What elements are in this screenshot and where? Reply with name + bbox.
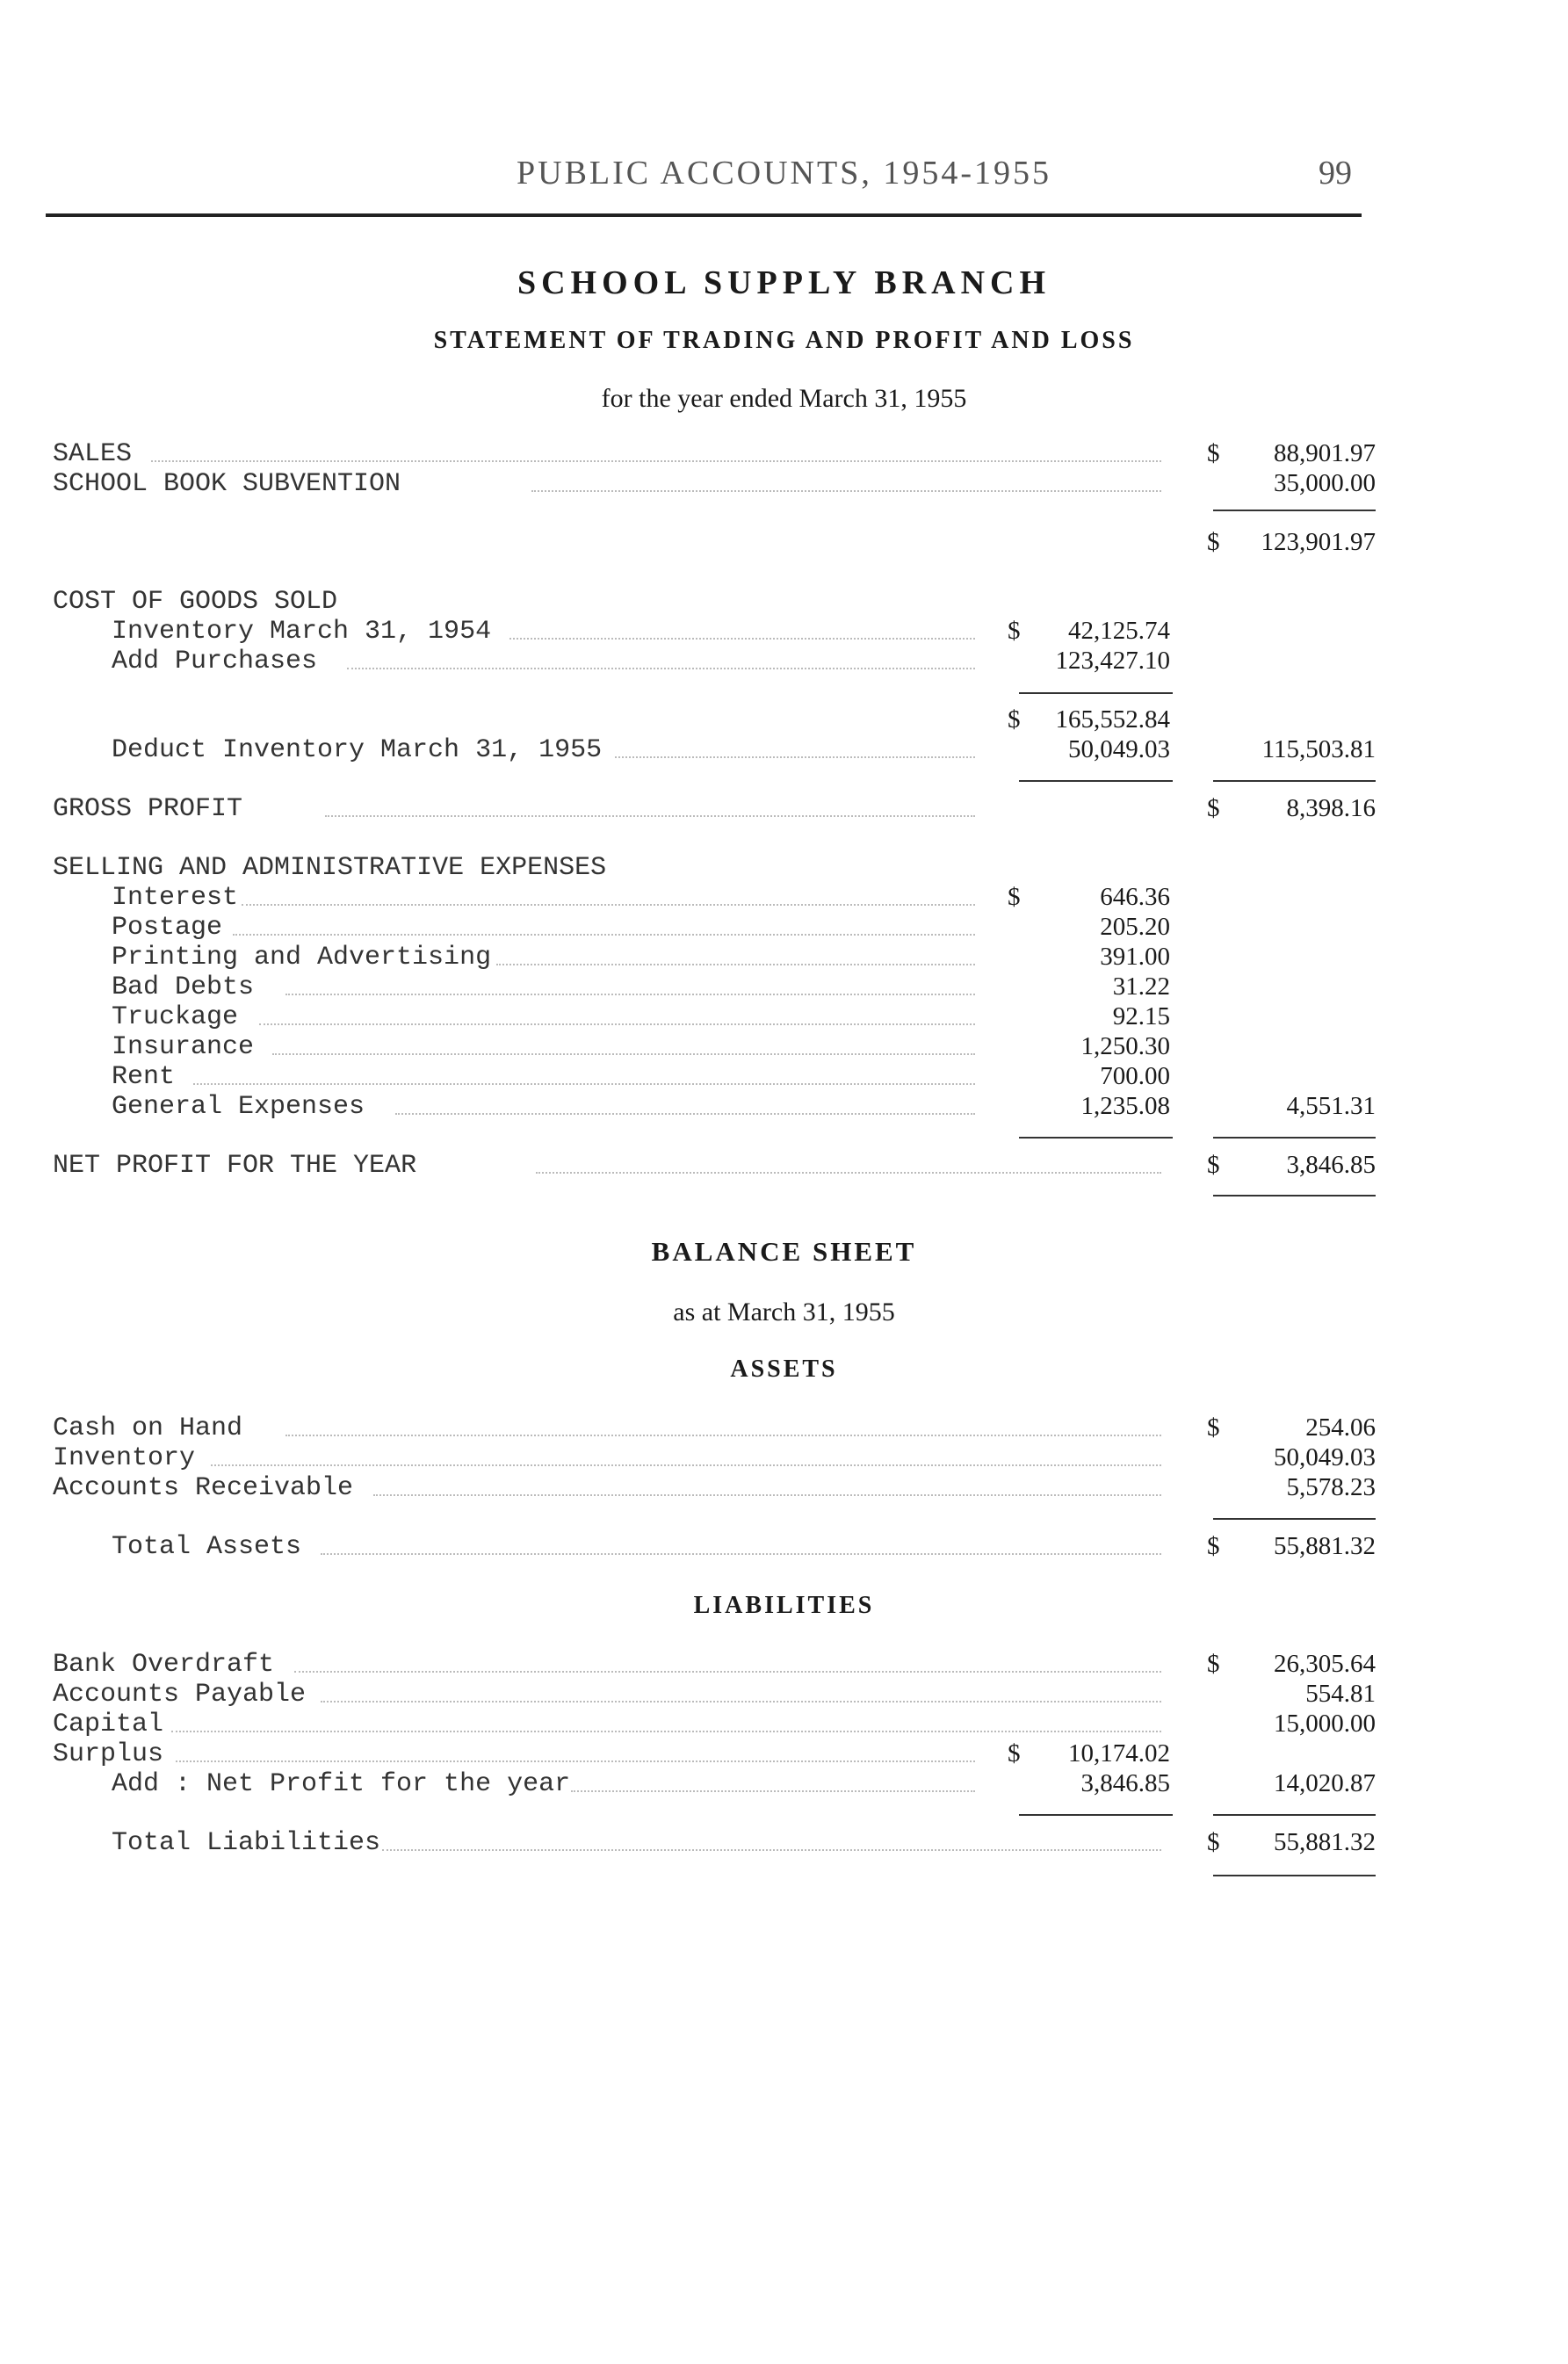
inventory-open-label: Inventory March 31, 1954 (112, 617, 492, 647)
leader-dots (193, 1083, 975, 1085)
currency-symbol: $ (1008, 1739, 1021, 1768)
currency-symbol: $ (1207, 1828, 1220, 1856)
running-title: PUBLIC ACCOUNTS, 1954-1955 (517, 155, 1051, 192)
expense-amount: 391.00 (1100, 943, 1170, 971)
asset-label: Cash on Hand (53, 1413, 243, 1443)
leader-dots (285, 994, 975, 995)
leader-dots (321, 1701, 1161, 1703)
expenses-total: 4,551.31 (1286, 1092, 1376, 1120)
liability-amount: 15,000.00 (1274, 1710, 1376, 1738)
leader-dots (259, 1023, 975, 1025)
net-profit-amount: 3,846.85 (1286, 1151, 1376, 1179)
leader-dots (176, 1760, 975, 1762)
leader-dots (496, 964, 975, 965)
total-rule (1213, 1137, 1376, 1139)
liabilities-heading: LIABILITIES (693, 1592, 875, 1619)
asset-amount: 254.06 (1305, 1413, 1376, 1442)
total-assets-amount: 55,881.32 (1274, 1532, 1376, 1560)
expense-amount: 700.00 (1100, 1062, 1170, 1090)
leader-dots (272, 1053, 975, 1055)
leader-dots (382, 1849, 1161, 1851)
expense-row (0, 913, 1568, 943)
subtotal-rule (1019, 780, 1173, 782)
balance-sheet-title: BALANCE SHEET (651, 1236, 917, 1267)
asset-row (0, 1473, 1568, 1503)
leader-dots (294, 1671, 1161, 1673)
leader-dots (233, 934, 975, 936)
assets-heading: ASSETS (730, 1356, 838, 1383)
leader-dots (395, 1113, 975, 1115)
expense-amount: 205.20 (1100, 913, 1170, 941)
balance-sheet-period: as at March 31, 1955 (673, 1298, 895, 1327)
subtotal-rule (1019, 692, 1173, 694)
total-rule (1213, 1875, 1376, 1876)
total-liabilities-label: Total Liabilities (112, 1828, 381, 1858)
revenue-total-row (0, 528, 1568, 558)
total-rule (1213, 510, 1376, 511)
statement-period: for the year ended March 31, 1955 (601, 384, 967, 413)
cogs-subtotal: 165,552.84 (1055, 705, 1170, 734)
total-liabilities-row (0, 1828, 1568, 1858)
inventory-open-row (0, 617, 1568, 647)
cogs-heading: COST OF GOODS SOLD (53, 587, 338, 617)
cogs-heading-row (0, 587, 1568, 617)
expense-row (0, 943, 1568, 972)
expense-row (0, 883, 1568, 913)
leader-dots (509, 638, 975, 640)
liability-label: Bank Overdraft (53, 1650, 275, 1680)
currency-symbol: $ (1207, 1532, 1220, 1560)
leader-dots (285, 1435, 1161, 1436)
add-profit-row (0, 1769, 1568, 1799)
currency-symbol: $ (1207, 1151, 1220, 1179)
revenue-total: 123,901.97 (1261, 528, 1376, 556)
purchases-row (0, 647, 1568, 676)
sales-amount: 88,901.97 (1274, 439, 1376, 467)
asset-amount: 5,578.23 (1286, 1473, 1376, 1501)
leader-dots (321, 1553, 1161, 1555)
currency-symbol: $ (1207, 1650, 1220, 1678)
expense-label: Rent (112, 1062, 176, 1092)
asset-amount: 50,049.03 (1274, 1443, 1376, 1471)
expense-label: Insurance (112, 1032, 255, 1062)
surplus-total: 14,020.87 (1274, 1769, 1376, 1797)
expense-row (0, 972, 1568, 1002)
expense-amount: 646.36 (1100, 883, 1170, 911)
expense-row (0, 1032, 1568, 1062)
purchases-amount: 123,427.10 (1055, 647, 1170, 675)
inventory-close-amount: 50,049.03 (1068, 735, 1170, 763)
currency-symbol: $ (1207, 794, 1220, 822)
surplus-label: Surplus (53, 1739, 164, 1769)
expense-label: Printing and Advertising (112, 943, 492, 972)
page-header (0, 154, 1568, 206)
liability-row (0, 1680, 1568, 1710)
currency-symbol: $ (1008, 617, 1021, 645)
expense-label: Truckage (112, 1002, 239, 1032)
leader-dots (571, 1790, 975, 1792)
inventory-close-label: Deduct Inventory March 31, 1955 (112, 735, 603, 765)
expense-label: Bad Debts (112, 972, 255, 1002)
leader-dots (151, 460, 1161, 462)
expense-row (0, 1092, 1568, 1122)
surplus-amount: 10,174.02 (1068, 1739, 1170, 1768)
expense-label: Interest (112, 883, 239, 913)
liability-label: Accounts Payable (53, 1680, 307, 1710)
asset-row (0, 1443, 1568, 1473)
leader-dots (171, 1731, 1161, 1732)
leader-dots (531, 490, 1161, 492)
net-profit-row (0, 1151, 1568, 1181)
header-rule (46, 213, 1362, 217)
liability-amount: 554.81 (1305, 1680, 1376, 1708)
sales-row (0, 439, 1568, 469)
add-profit-amount: 3,846.85 (1080, 1769, 1170, 1797)
total-rule (1213, 1518, 1376, 1520)
expense-label: Postage (112, 913, 223, 943)
leader-dots (211, 1464, 1161, 1466)
currency-symbol: $ (1207, 439, 1220, 467)
subvention-amount: 35,000.00 (1274, 469, 1376, 497)
expenses-heading: SELLING AND ADMINISTRATIVE EXPENSES (53, 853, 607, 883)
liability-row (0, 1710, 1568, 1739)
total-assets-label: Total Assets (112, 1532, 302, 1562)
cogs-subtotal-row (0, 705, 1568, 735)
expense-amount: 1,250.30 (1080, 1032, 1170, 1060)
inventory-open-amount: 42,125.74 (1068, 617, 1170, 645)
currency-symbol: $ (1207, 1413, 1220, 1442)
leader-dots (615, 756, 975, 758)
expenses-heading-row (0, 853, 1568, 883)
liability-row (0, 1650, 1568, 1680)
total-rule (1213, 1814, 1376, 1816)
subvention-label: SCHOOL BOOK SUBVENTION (53, 469, 401, 499)
gross-profit-amount: 8,398.16 (1286, 794, 1376, 822)
branch-title: SCHOOL SUPPLY BRANCH (517, 264, 1051, 301)
leader-dots (373, 1494, 1161, 1496)
total-assets-row (0, 1532, 1568, 1562)
expense-row (0, 1062, 1568, 1092)
cogs-total: 115,503.81 (1261, 735, 1376, 763)
subvention-row (0, 469, 1568, 499)
asset-label: Accounts Receivable (53, 1473, 354, 1503)
currency-symbol: $ (1207, 528, 1220, 556)
expense-amount: 1,235.08 (1080, 1092, 1170, 1120)
total-rule (1213, 780, 1376, 782)
total-liabilities-amount: 55,881.32 (1274, 1828, 1376, 1856)
leader-dots (242, 904, 975, 906)
subtotal-rule (1019, 1137, 1173, 1139)
liability-amount: 26,305.64 (1274, 1650, 1376, 1678)
sales-label: SALES (53, 439, 133, 469)
gross-profit-label: GROSS PROFIT (53, 794, 243, 824)
currency-symbol: $ (1008, 705, 1021, 734)
subtotal-rule (1019, 1814, 1173, 1816)
page-number: 99 (1319, 155, 1352, 192)
purchases-label: Add Purchases (112, 647, 318, 676)
net-profit-label: NET PROFIT FOR THE YEAR (53, 1151, 417, 1181)
statement-title: STATEMENT OF TRADING AND PROFIT AND LOSS (433, 327, 1135, 354)
gross-profit-row (0, 794, 1568, 824)
asset-label: Inventory (53, 1443, 196, 1473)
liability-label: Capital (53, 1710, 164, 1739)
add-profit-label: Add : Net Profit for the year (112, 1769, 571, 1799)
leader-dots (536, 1172, 1161, 1174)
surplus-row (0, 1739, 1568, 1769)
expense-amount: 31.22 (1112, 972, 1170, 1001)
leader-dots (347, 668, 975, 669)
asset-row (0, 1413, 1568, 1443)
inventory-close-row (0, 735, 1568, 765)
expense-amount: 92.15 (1112, 1002, 1170, 1030)
leader-dots (325, 815, 975, 817)
currency-symbol: $ (1008, 883, 1021, 911)
expense-row (0, 1002, 1568, 1032)
expense-label: General Expenses (112, 1092, 365, 1122)
total-rule (1213, 1195, 1376, 1196)
